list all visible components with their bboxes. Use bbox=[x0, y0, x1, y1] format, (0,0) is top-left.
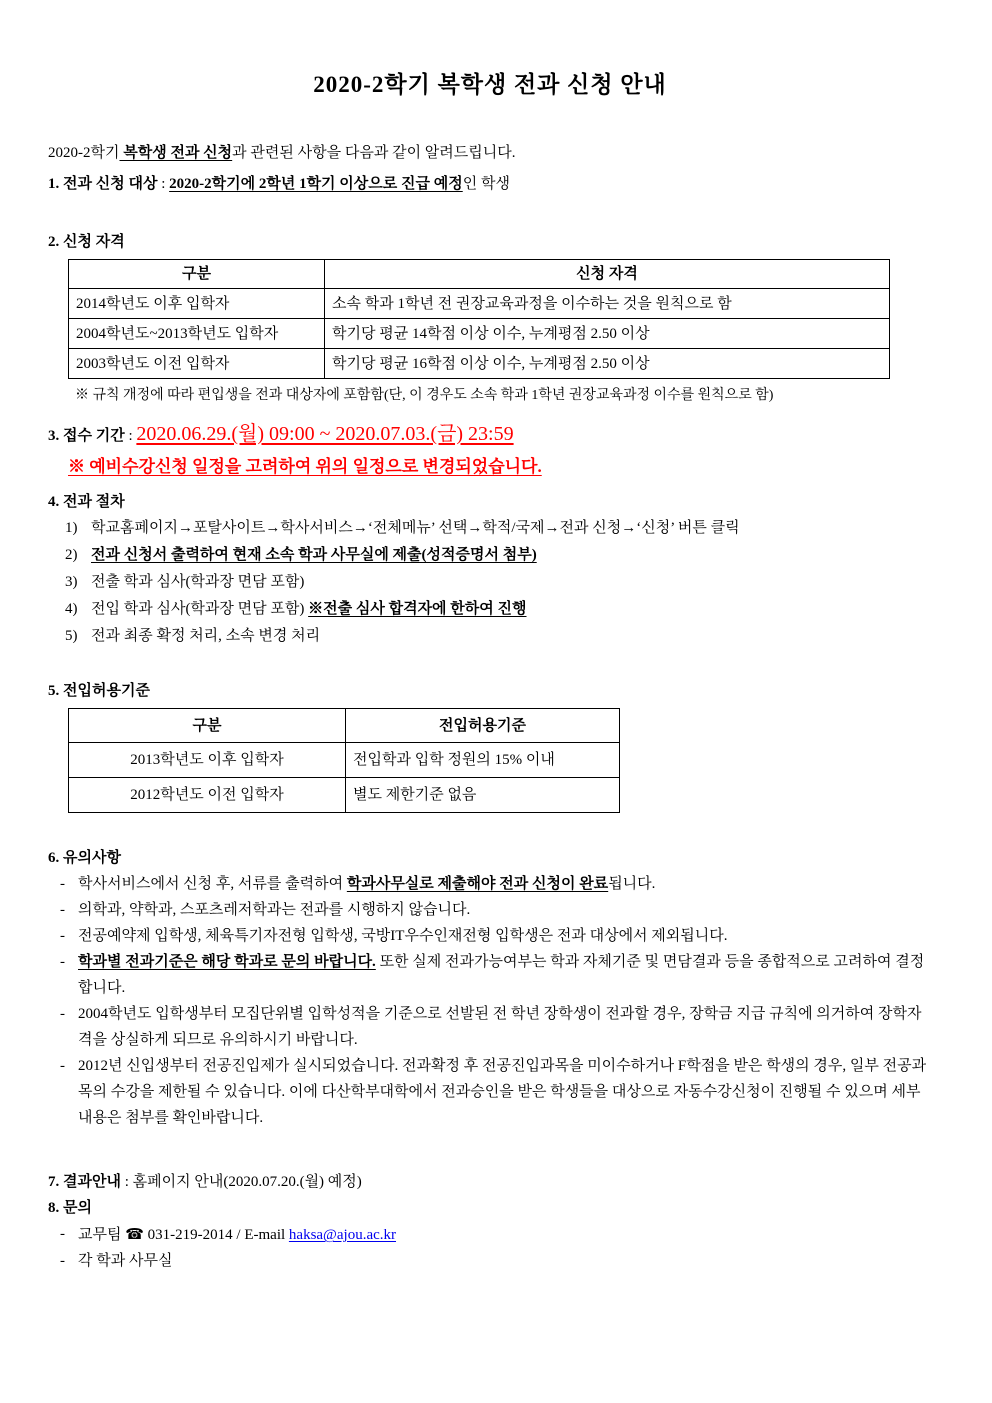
note-text: 전공예약제 입학생, 체육특기자전형 입학생, 국방IT우수인재전형 입학생은 전과 대상에서 제외됩니다. bbox=[78, 928, 728, 944]
procedure-step-4 bbox=[65, 596, 932, 623]
section-7-label: 결과안내 bbox=[63, 1174, 121, 1190]
email-link[interactable]: haksa@ajou.ac.kr bbox=[288, 1227, 397, 1243]
section-1-suffix: 인 학생 bbox=[462, 176, 510, 192]
eligibility-table bbox=[68, 259, 890, 379]
note-item-5 bbox=[60, 1001, 932, 1053]
section-1-target bbox=[48, 171, 932, 197]
eligibility-header-criteria: 신청 자격 bbox=[325, 260, 890, 289]
admission-limit-table bbox=[68, 708, 620, 813]
section-4-heading bbox=[48, 489, 932, 515]
limit-row1-category: 2013학년도 이후 입학자 bbox=[69, 743, 346, 778]
intro-emphasis: 복학생 전과 신청 bbox=[119, 145, 233, 161]
section-4-number: 4. bbox=[48, 494, 60, 510]
note-text: 또한 실제 전과가능여부는 학과 자체기준 및 면담결과 등을 종합적으로 고려하여 결정합니다. bbox=[78, 954, 925, 996]
note-item-6 bbox=[60, 1053, 932, 1131]
schedule-change-notice bbox=[68, 455, 932, 479]
contact-item-department bbox=[60, 1248, 932, 1274]
step-text: 전출 학과 심사(학과장 면담 포함) bbox=[91, 574, 305, 590]
note-item-1 bbox=[60, 871, 932, 897]
section-3-label: 접수 기간 bbox=[63, 428, 125, 444]
eligibility-row3-category: 2003학년도 이전 입학자 bbox=[69, 349, 325, 379]
intro-suffix: 과 관련된 사항을 다음과 같이 알려드립니다. bbox=[232, 145, 516, 161]
section-8-number: 8. bbox=[48, 1200, 60, 1216]
section-8-label: 문의 bbox=[63, 1200, 92, 1216]
section-8-heading bbox=[48, 1195, 932, 1221]
eligibility-header-category: 구분 bbox=[69, 260, 325, 289]
eligibility-row2-criteria: 학기당 평균 14학점 이상 이수, 누계평점 2.50 이상 bbox=[325, 319, 890, 349]
intro-prefix: 2020-2학기 bbox=[48, 145, 120, 161]
bullet-dash: - bbox=[60, 954, 65, 970]
section-3-separator: : bbox=[124, 428, 137, 444]
section-1-separator: : bbox=[157, 176, 170, 192]
step-text-emphasis: 전과 신청서 출력하여 현재 소속 학과 사무실에 제출(성적증명서 첨부) bbox=[91, 547, 537, 563]
section-7-separator: : bbox=[120, 1174, 133, 1190]
page-title: 2020-2학기 복학생 전과 신청 안내 bbox=[313, 72, 667, 97]
section-7-result bbox=[48, 1169, 932, 1195]
section-7-number: 7. bbox=[48, 1174, 60, 1190]
procedure-steps bbox=[48, 515, 932, 650]
table-header-row bbox=[69, 709, 620, 743]
section-6-label: 유의사항 bbox=[63, 850, 121, 866]
section-1-number: 1. bbox=[48, 176, 60, 192]
note-text: 2004학년도 입학생부터 모집단위별 입학성적을 기준으로 선발된 전 학년 장학생이 전과할 경우, 장학금 지급 규칙에 의거하여 장학자격을 상실하게 되므로 유의하시기 바랍니다. bbox=[78, 1006, 922, 1048]
bullet-dash: - bbox=[60, 1253, 65, 1269]
caution-notes bbox=[48, 871, 932, 1131]
note-item-3 bbox=[60, 923, 932, 949]
section-1-emphasis: 2020-2학기에 2학년 1학기 이상으로 진급 예정 bbox=[169, 176, 463, 192]
section-2-label: 신청 자격 bbox=[63, 234, 125, 250]
limit-row2-category: 2012학년도 이전 입학자 bbox=[69, 778, 346, 813]
step-text: 학교홈페이지→포탈사이트→학사서비스→‘전체메뉴’ 선택→학적/국제→전과 신청→‘신청’ 버튼 클릭 bbox=[91, 520, 740, 536]
note-text: 2012년 신입생부터 전공진입제가 실시되었습니다. 전과확정 후 전공진입과목을 미이수하거나 F학점을 받은 학생의 경우, 일부 전공과목의 수강을 제한될 수 있습니다. 이에 다산학부대학에서 전과승인을 받은 학생들을 대상으로 자동수강신청이 진행될 수 있으며 세부내용은 첨부를 확인바랍니다. bbox=[78, 1058, 927, 1126]
section-5-label: 전입허용기준 bbox=[63, 683, 150, 699]
table-row bbox=[69, 778, 620, 813]
bullet-dash: - bbox=[60, 1226, 65, 1242]
note-text: 학사서비스에서 신청 후, 서류를 출력하여 bbox=[78, 876, 347, 892]
bullet-dash: - bbox=[60, 1058, 65, 1074]
step-text: 전입 학과 심사(학과장 면담 포함) bbox=[91, 601, 309, 617]
section-6-heading bbox=[48, 845, 932, 871]
step-number: 1) bbox=[65, 520, 78, 536]
contact-department-text: 각 학과 사무실 bbox=[78, 1253, 173, 1269]
intro-paragraph bbox=[48, 140, 932, 166]
schedule-change-text: ※ 예비수강신청 일정을 고려하여 위의 일정으로 변경되었습니다. bbox=[68, 457, 542, 476]
section-5-number: 5. bbox=[48, 683, 60, 699]
eligibility-footnote: ※ 규칙 개정에 따라 편입생을 전과 대상자에 포함함(단, 이 경우도 소속 학과 1학년 권장교육과정 이수를 원칙으로 함) bbox=[75, 388, 774, 403]
eligibility-row2-category: 2004학년도~2013학년도 입학자 bbox=[69, 319, 325, 349]
section-2-number: 2. bbox=[48, 234, 60, 250]
bullet-dash: - bbox=[60, 876, 65, 892]
result-announcement-text: 홈페이지 안내(2020.07.20.(월) 예정) bbox=[132, 1174, 362, 1190]
note-item-4 bbox=[60, 949, 932, 1001]
note-emphasis: 학과사무실로 제출해야 전과 신청이 완료 bbox=[346, 876, 609, 892]
section-2-heading bbox=[48, 229, 932, 255]
note-text: 의학과, 약학과, 스포츠레저학과는 전과를 시행하지 않습니다. bbox=[78, 902, 471, 918]
section-3-number: 3. bbox=[48, 428, 60, 444]
bullet-dash: - bbox=[60, 1006, 65, 1022]
note-item-2 bbox=[60, 897, 932, 923]
procedure-step-3 bbox=[65, 569, 932, 596]
step-number: 3) bbox=[65, 574, 78, 590]
step-text-emphasis: ※전출 심사 합격자에 한하여 진행 bbox=[308, 601, 527, 617]
limit-header-category: 구분 bbox=[69, 709, 346, 743]
note-emphasis: 학과별 전과기준은 해당 학과로 문의 바랍니다. bbox=[78, 954, 376, 970]
section-5-heading bbox=[48, 678, 932, 704]
step-number: 2) bbox=[65, 547, 78, 563]
eligibility-row3-criteria: 학기당 평균 16학점 이상 이수, 누계평점 2.50 이상 bbox=[325, 349, 890, 379]
note-text: 됩니다. bbox=[608, 876, 656, 892]
eligibility-row1-category: 2014학년도 이후 입학자 bbox=[69, 289, 325, 319]
limit-row2-criteria: 별도 제한기준 없음 bbox=[346, 778, 620, 813]
section-4-label: 전과 절차 bbox=[63, 494, 125, 510]
contact-list bbox=[48, 1221, 932, 1274]
contact-office-name: 교무팀 bbox=[78, 1227, 126, 1243]
table-row bbox=[69, 289, 890, 319]
contact-phone-number: 031-219-2014 / E-mail bbox=[143, 1227, 289, 1243]
section-6-number: 6. bbox=[48, 850, 60, 866]
bullet-dash: - bbox=[60, 928, 65, 944]
table-row bbox=[69, 349, 890, 379]
procedure-step-1 bbox=[65, 515, 932, 542]
step-text: 전과 최종 확정 처리, 소속 변경 처리 bbox=[91, 628, 321, 644]
phone-icon: ☎ bbox=[125, 1225, 144, 1243]
step-number: 5) bbox=[65, 628, 78, 644]
limit-row1-criteria: 전입학과 입학 정원의 15% 이내 bbox=[346, 743, 620, 778]
table-row bbox=[69, 743, 620, 778]
eligibility-row1-criteria: 소속 학과 1학년 전 권장교육과정을 이수하는 것을 원칙으로 함 bbox=[325, 289, 890, 319]
procedure-step-2 bbox=[65, 542, 932, 569]
bullet-dash: - bbox=[60, 902, 65, 918]
limit-header-criteria: 전입허용기준 bbox=[346, 709, 620, 743]
step-number: 4) bbox=[65, 601, 78, 617]
section-3-period bbox=[48, 419, 932, 451]
table-row bbox=[69, 319, 890, 349]
procedure-step-5 bbox=[65, 623, 932, 650]
contact-item-office bbox=[60, 1221, 932, 1248]
section-1-label: 전과 신청 대상 bbox=[63, 176, 158, 192]
application-period: 2020.06.29.(월) 09:00 ~ 2020.07.03.(금) 23:59 bbox=[136, 423, 514, 445]
table-header-row bbox=[69, 260, 890, 289]
